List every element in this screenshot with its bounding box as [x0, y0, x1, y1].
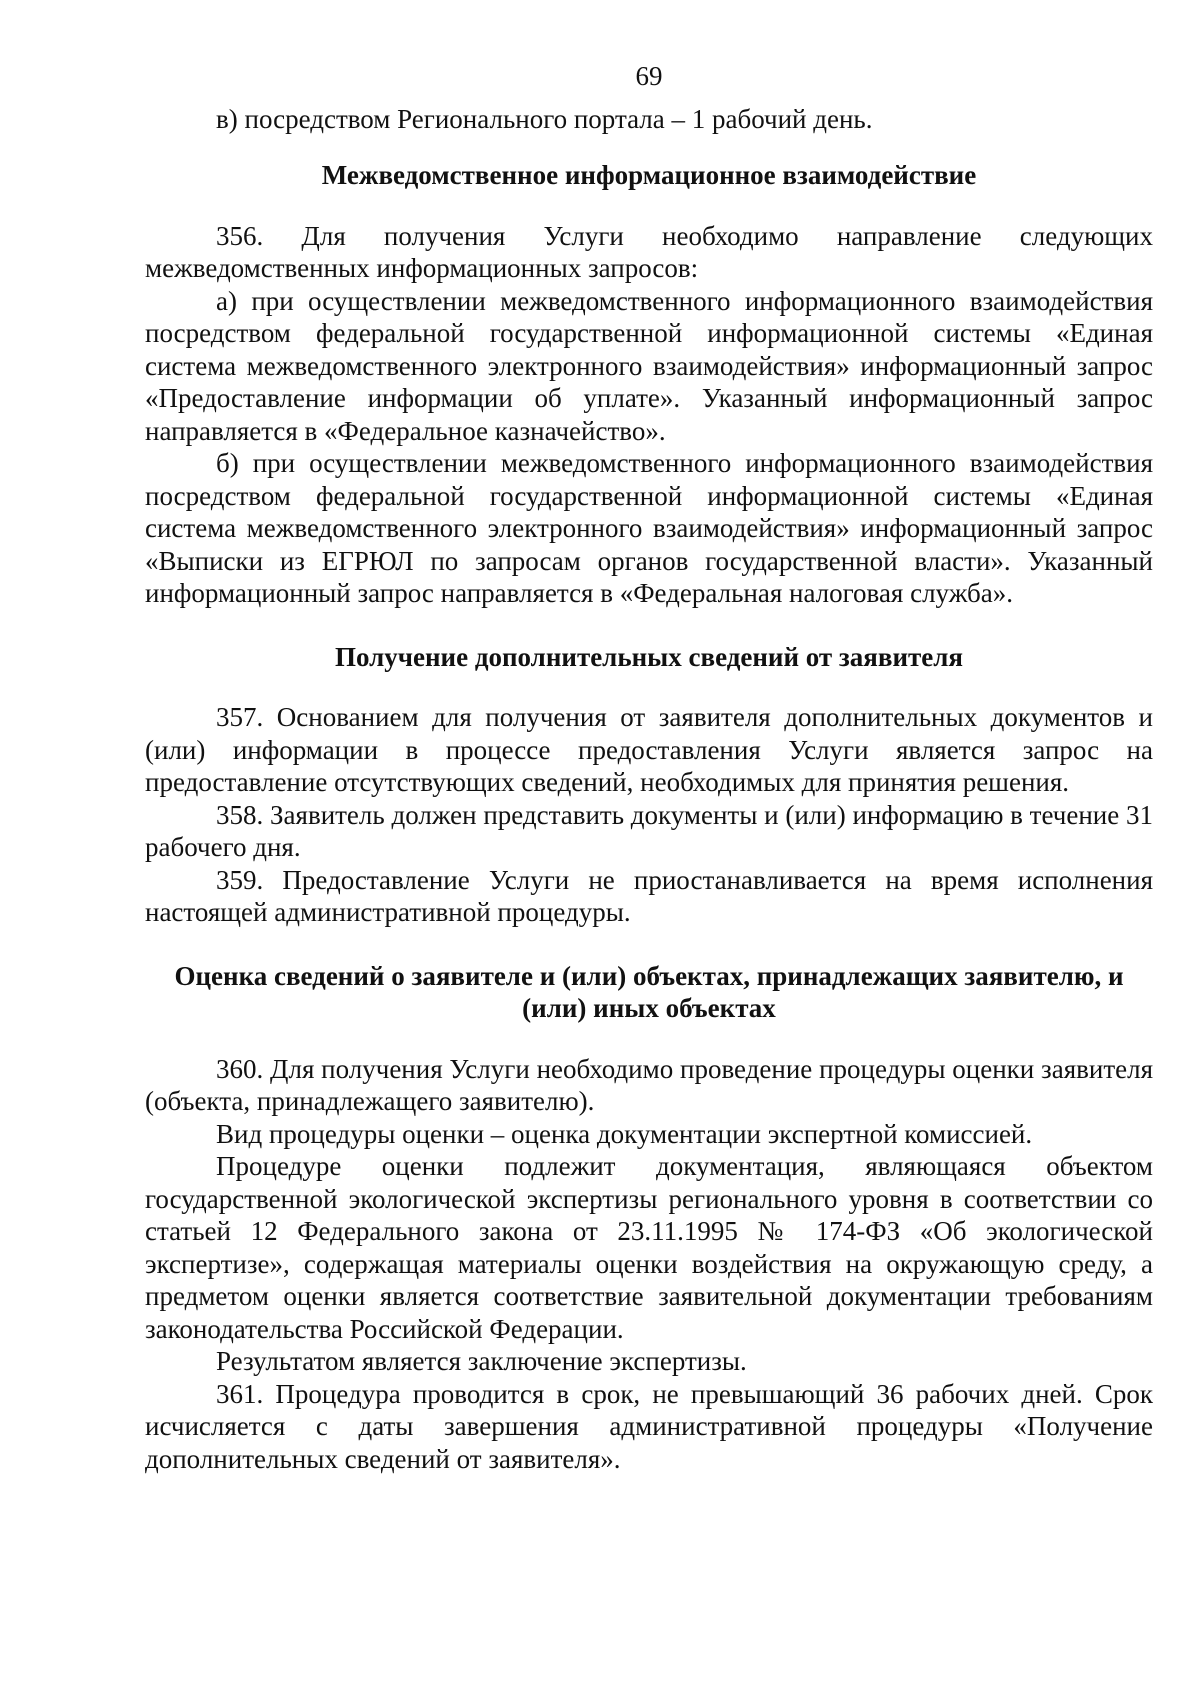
spacer [145, 192, 1153, 220]
section-heading-additional-info: Получение дополнительных сведений от заявителя [334, 641, 964, 672]
section-heading-interagency: Межведомственное информационное взаимодействие [321, 160, 977, 190]
spacer [145, 929, 1153, 960]
paragraph-356-a: а) при осуществлении межведомственного информационного взаимодействия посредством федеральной государственной информационной системы «Единая система межведомственного электронного взаимодействия» информационный запрос «Предоставление информации об уплате». Указанный информационный запрос направляется в «Федеральное казначейство». [145, 285, 1153, 446]
spacer [145, 610, 1153, 641]
top-paragraph: в) посредством Регионального портала – 1 рабочий день. [216, 103, 873, 134]
paragraph-assessment-result: Результатом является заключение экспертизы. [216, 1346, 747, 1376]
spacer [145, 673, 1153, 701]
spacer [145, 135, 1153, 159]
document-page [145, 60, 1153, 1475]
paragraph-361: 361. Процедура проводится в срок, не превышающий 36 рабочих дней. Срок исчисляется с даты завершения административной процедуры «Получение дополнительных сведений от заявителя». [145, 1378, 1153, 1474]
paragraph-357: 357. Основанием для получения от заявителя дополнительных документов и (или) информации в процессе предоставления Услуги является запрос на предоставление отсутствующих сведений, необходимых для принятия решения. [145, 702, 1153, 797]
section-heading-assessment: Оценка сведений о заявителе и (или) объектах, принадлежащих заявителю, и (или) иных объектах [174, 960, 1124, 1023]
paragraph-356: 356. Для получения Услуги необходимо направление следующих межведомственных информационных запросов: [145, 220, 1153, 283]
paragraph-assessment-type: Вид процедуры оценки – оценка документации экспертной комиссией. [216, 1118, 1033, 1149]
spacer [145, 1025, 1153, 1053]
paragraph-assessment-subject: Процедуре оценки подлежит документация, являющаяся объектом государственной экологической экспертизы регионального уровня в соответствии со статьей 12 Федерального закона от 23.11.1995 № 174-ФЗ «Об экологической экспертизе», содержащая материалы оценки воздействия на окружающую среду, а предметом оценки является соответствие заявительной документации требованиям законодательства Российской Федерации. [145, 1151, 1153, 1344]
paragraph-356-b: б) при осуществлении межведомственного информационного взаимодействия посредством федеральной государственной информационной системы «Единая система межведомственного электронного взаимодействия» информационный запрос «Выписки из ЕГРЮЛ по запросам органов государственной власти». Указанный информационный запрос направляется в «Федеральная налоговая служба». [145, 448, 1153, 608]
paragraph-359: 359. Предоставление Услуги не приостанавливается на время исполнения настоящей административной процедуры. [145, 864, 1153, 927]
paragraph-358: 358. Заявитель должен представить документы и (или) информацию в течение 31 рабочего дня. [145, 799, 1153, 862]
page-number: 69 [635, 61, 663, 91]
paragraph-360: 360. Для получения Услуги необходимо проведение процедуры оценки заявителя (объекта, принадлежащего заявителю). [145, 1053, 1153, 1116]
